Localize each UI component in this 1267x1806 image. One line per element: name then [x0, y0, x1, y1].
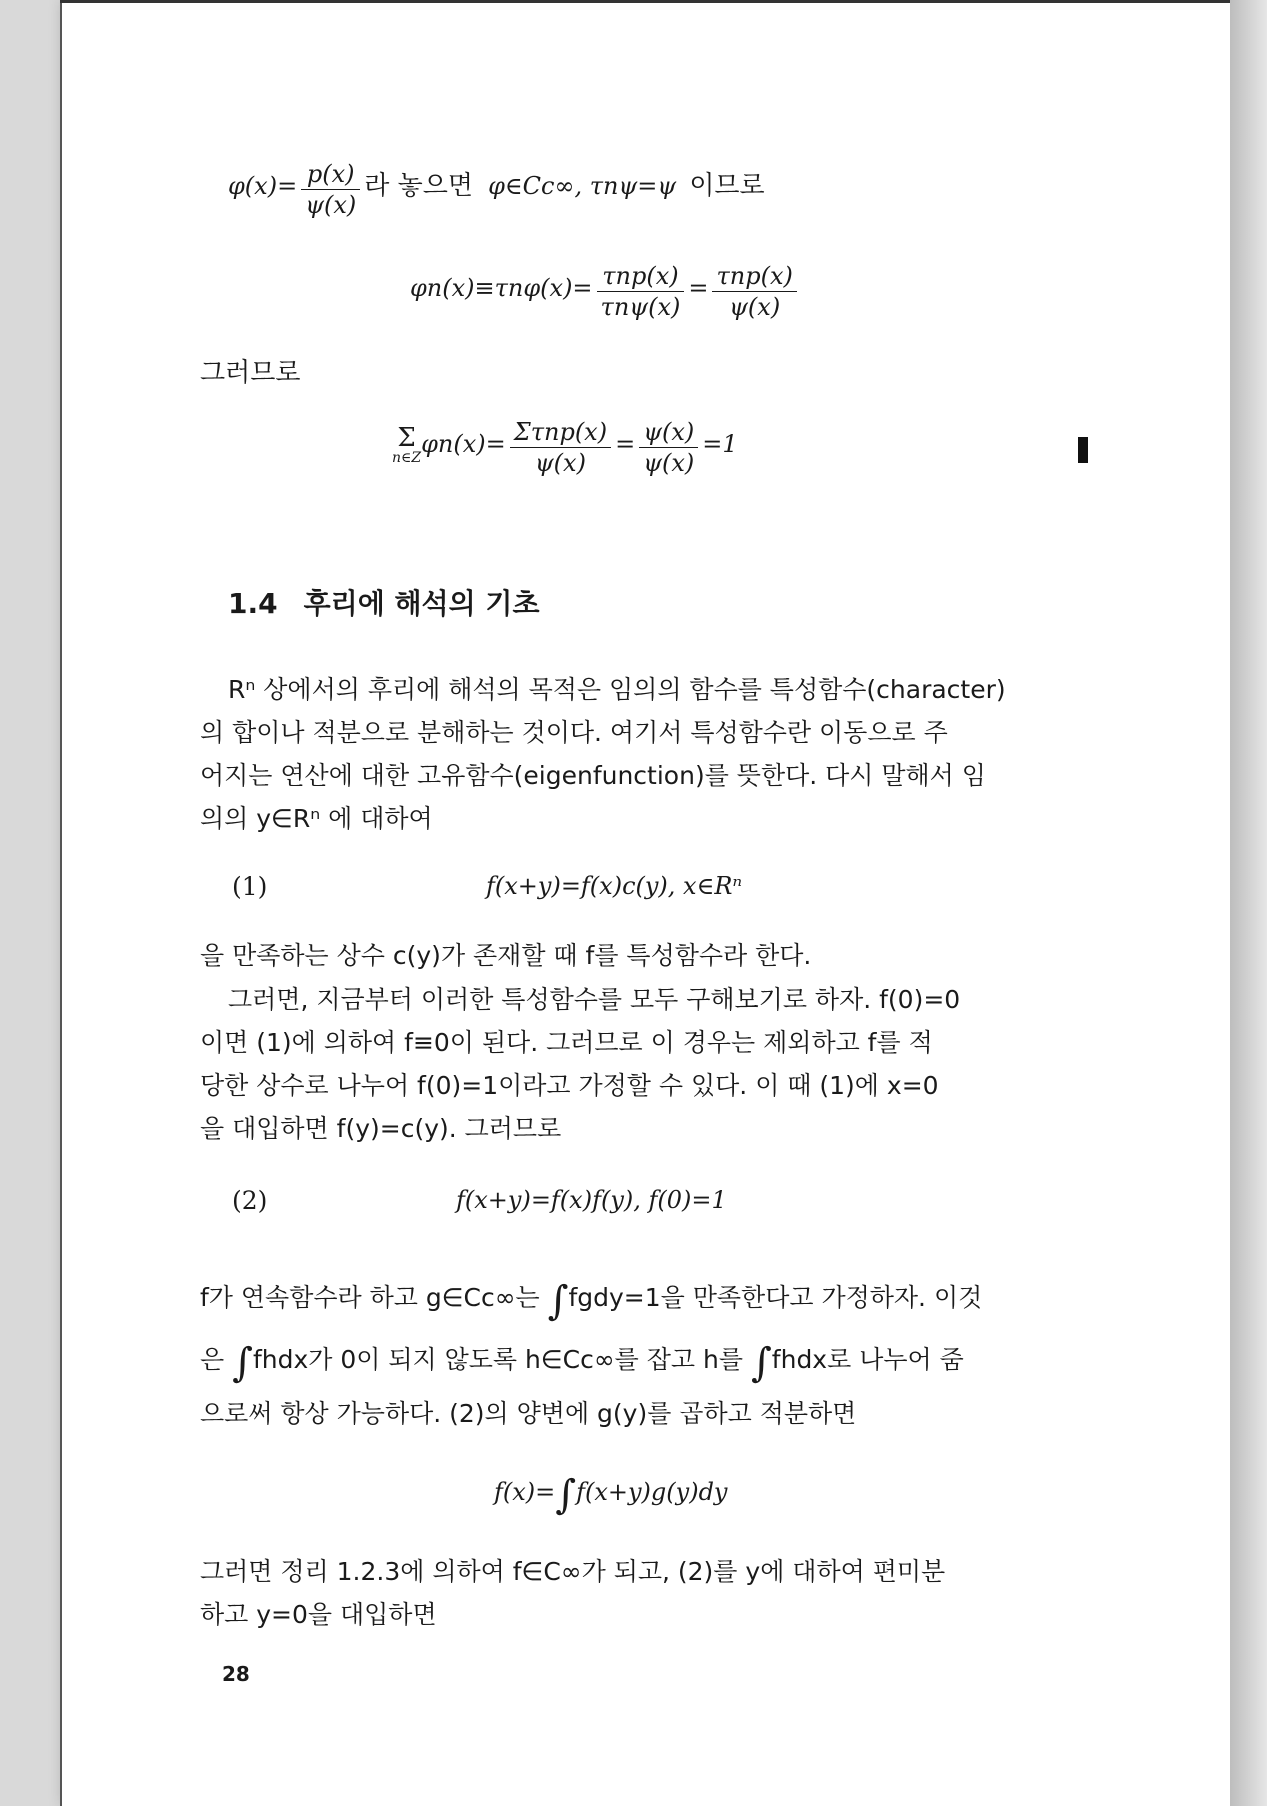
- equation-text: 라 놓으면: [364, 171, 474, 201]
- section-number: 1.4: [228, 587, 278, 620]
- integral-sign: ∫: [750, 1340, 772, 1386]
- section-title: 후리에 해석의 기초: [303, 587, 540, 620]
- fraction: [301, 160, 360, 219]
- text-segment: fgdy=1을 만족한다고 가정하자. 이것: [568, 1283, 983, 1312]
- qed-mark: [1078, 437, 1088, 463]
- text-line: 의의 y∈Rⁿ 에 대하여: [200, 804, 433, 833]
- equation-2-label: (2): [232, 1186, 268, 1215]
- fraction-denominator: ψ(x): [643, 449, 695, 477]
- summation: [392, 422, 422, 468]
- page-top-edge: [60, 0, 1230, 3]
- fraction-denominator: ψ(x): [534, 449, 586, 477]
- equation-phi-definition: [228, 160, 765, 219]
- equation-phi-n: [410, 262, 801, 321]
- equation-1: f(x+y)=f(x)c(y), x∈Rⁿ: [486, 872, 743, 900]
- equals-sign: =: [615, 430, 636, 458]
- text-segment: 은: [200, 1345, 225, 1374]
- equation-sum: [392, 418, 738, 477]
- equation-text: 이므로: [689, 171, 765, 201]
- text-segment: f가 연속함수라 하고 g∈Cc∞는: [200, 1283, 540, 1312]
- fraction: [712, 262, 796, 321]
- text-line: Rⁿ 상에서의 후리에 해석의 목적은 임의의 함수를 특성함수(character): [228, 675, 1006, 704]
- fraction: [597, 262, 685, 321]
- text-line: 을 만족하는 상수 c(y)가 존재할 때 f를 특성함수라 한다.: [200, 941, 812, 970]
- equation-rhs: =1: [702, 430, 738, 458]
- fraction-denominator: ψ(x): [729, 293, 781, 321]
- equation-2: f(x+y)=f(x)f(y), f(0)=1: [456, 1186, 727, 1214]
- text-line: 의 합이나 적분으로 분해하는 것이다. 여기서 특성함수란 이동으로 주: [200, 718, 948, 747]
- text-line: 그러면 정리 1.2.3에 의하여 f∈C∞가 되고, (2)를 y에 대하여 편미분: [200, 1557, 946, 1586]
- text-line: [200, 1268, 1118, 1330]
- text-line: 어지는 연산에 대한 고유함수(eigenfunction)를 뜻한다. 다시 말해서 임: [200, 761, 986, 790]
- text-line: [200, 1330, 1118, 1392]
- paragraph-differentiate: [200, 1550, 1118, 1636]
- page-right-edge: [1230, 0, 1267, 1806]
- fraction-denominator: τnψ(x): [600, 293, 681, 321]
- section-heading: [228, 582, 540, 622]
- fraction-numerator: Στnp(x): [510, 418, 611, 448]
- fraction-numerator: p(x): [301, 160, 360, 190]
- sigma-subscript: n∈Z: [392, 449, 422, 466]
- paragraph-normalize: [200, 978, 1118, 1150]
- equation-lhs: φ(x)=: [228, 172, 298, 200]
- equation-rhs: f(x+y)g(y)dy: [576, 1478, 728, 1506]
- paragraph-intro: [200, 668, 1118, 840]
- fraction-numerator: τnp(x): [597, 262, 685, 292]
- text-segment: fhdx로 나누어 줌: [771, 1345, 964, 1374]
- text-therefore: 그러므로: [200, 358, 301, 388]
- equation-1-label: (1): [232, 872, 268, 901]
- text-line: 당한 상수로 나누어 f(0)=1이라고 가정할 수 있다. 이 때 (1)에 x=0: [200, 1071, 939, 1100]
- equation-condition: φ∈Cc∞, τnψ=ψ: [488, 172, 677, 200]
- equation-lhs: f(x)=: [494, 1478, 556, 1506]
- fraction-denominator: ψ(x): [305, 191, 357, 219]
- paragraph-character-def: [200, 934, 1118, 977]
- integral-sign: ∫: [547, 1278, 569, 1324]
- equation-lhs: φn(x)=: [421, 430, 506, 458]
- fraction: [510, 418, 611, 477]
- sigma-symbol: Σ: [397, 422, 416, 453]
- page-number: 28: [222, 1662, 250, 1686]
- paragraph-continuity: [200, 1268, 1118, 1442]
- text-segment: fhdx가 0이 되지 않도록 h∈Cc∞를 잡고 h를: [252, 1345, 743, 1374]
- fraction: [639, 418, 698, 477]
- text-line: 그러면, 지금부터 이러한 특성함수를 모두 구해보기로 하자. f(0)=0: [228, 985, 961, 1014]
- integral-sign: ∫: [555, 1472, 577, 1518]
- equation-lhs: φn(x)≡τnφ(x)=: [410, 274, 593, 302]
- text-line: 으로써 항상 가능하다. (2)의 양변에 g(y)를 곱하고 적분하면: [200, 1399, 857, 1428]
- equals-sign: =: [688, 274, 709, 302]
- text-line: 을 대입하면 f(y)=c(y). 그러므로: [200, 1114, 562, 1143]
- equation-integral: [494, 1472, 728, 1518]
- integral-sign: ∫: [232, 1340, 253, 1386]
- fraction-numerator: τnp(x): [712, 262, 796, 292]
- text-line: 이면 (1)에 의하여 f≡0이 된다. 그러므로 이 경우는 제외하고 f를 적: [200, 1028, 933, 1057]
- text-line: 하고 y=0을 대입하면: [200, 1600, 437, 1629]
- fraction-numerator: ψ(x): [639, 418, 698, 448]
